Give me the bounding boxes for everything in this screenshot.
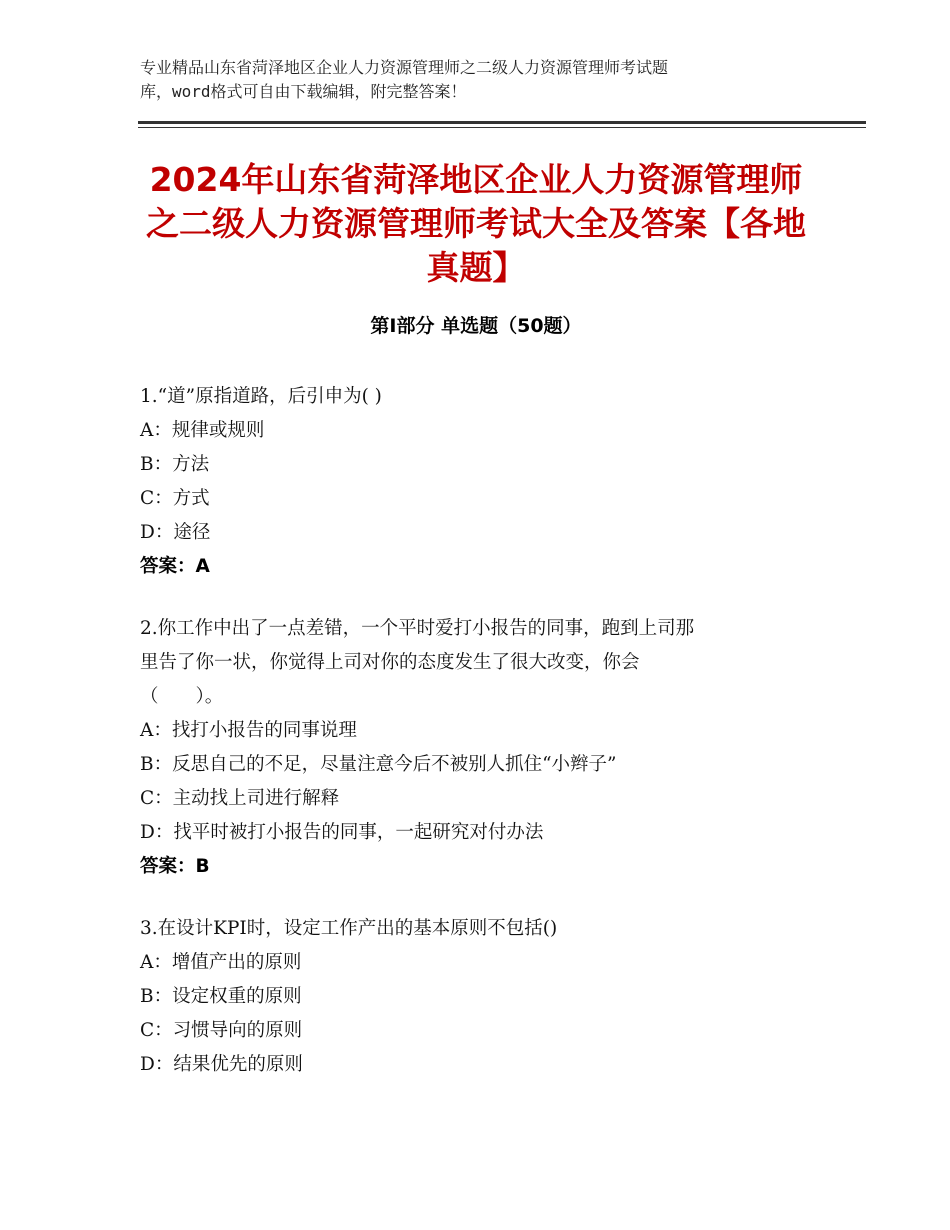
option-a: A：找打小报告的同事说理 (140, 720, 357, 741)
option-c: C：主动找上司进行解释 (140, 788, 340, 809)
answer-label: 答案：A (140, 556, 210, 577)
option-a: A：增值产出的原则 (140, 952, 302, 973)
document-title: 2024年山东省菏泽地区企业人力资源管理师之二级人力资源管理师考试大全及答案【各地真题】 (146, 160, 806, 287)
question-1 (140, 380, 820, 584)
option-a: A：规律或规则 (140, 420, 265, 441)
header-divider-thin (138, 127, 866, 128)
answer-label: 答案：B (140, 856, 210, 877)
option-b: B：反思自己的不足，尽量注意今后不被别人抓住“小辫子” (140, 754, 617, 775)
option-d: D：找平时被打小报告的同事，一起研究对付办法 (140, 822, 544, 843)
option-c: C：方式 (140, 488, 210, 509)
question-stem: 1.“道”原指道路，后引申为( ) (140, 386, 382, 407)
option-b: B：方法 (140, 454, 210, 475)
question-2 (140, 612, 820, 884)
question-stem: 3.在设计KPI时，设定工作产出的基本原则不包括() (140, 918, 558, 939)
question-list (140, 380, 820, 1110)
option-d: D：结果优先的原则 (140, 1054, 303, 1075)
header-divider-thick (138, 121, 866, 124)
question-3 (140, 912, 820, 1082)
header-note: 专业精品山东省菏泽地区企业人力资源管理师之二级人力资源管理师考试题 库，word格式可自由下载编辑，附完整答案！ (140, 58, 669, 101)
option-c: C：习惯导向的原则 (140, 1020, 303, 1041)
option-d: D：途径 (140, 522, 211, 543)
question-stem: 2.你工作中出了一点差错，一个平时爱打小报告的同事，跑到上司那 里告了你一状，你觉得上司对你的态度发生了很大改变，你会 （ ）。 (140, 618, 695, 707)
section-title: 第Ⅰ部分 单选题（50题） (370, 315, 582, 337)
option-b: B：设定权重的原则 (140, 986, 302, 1007)
